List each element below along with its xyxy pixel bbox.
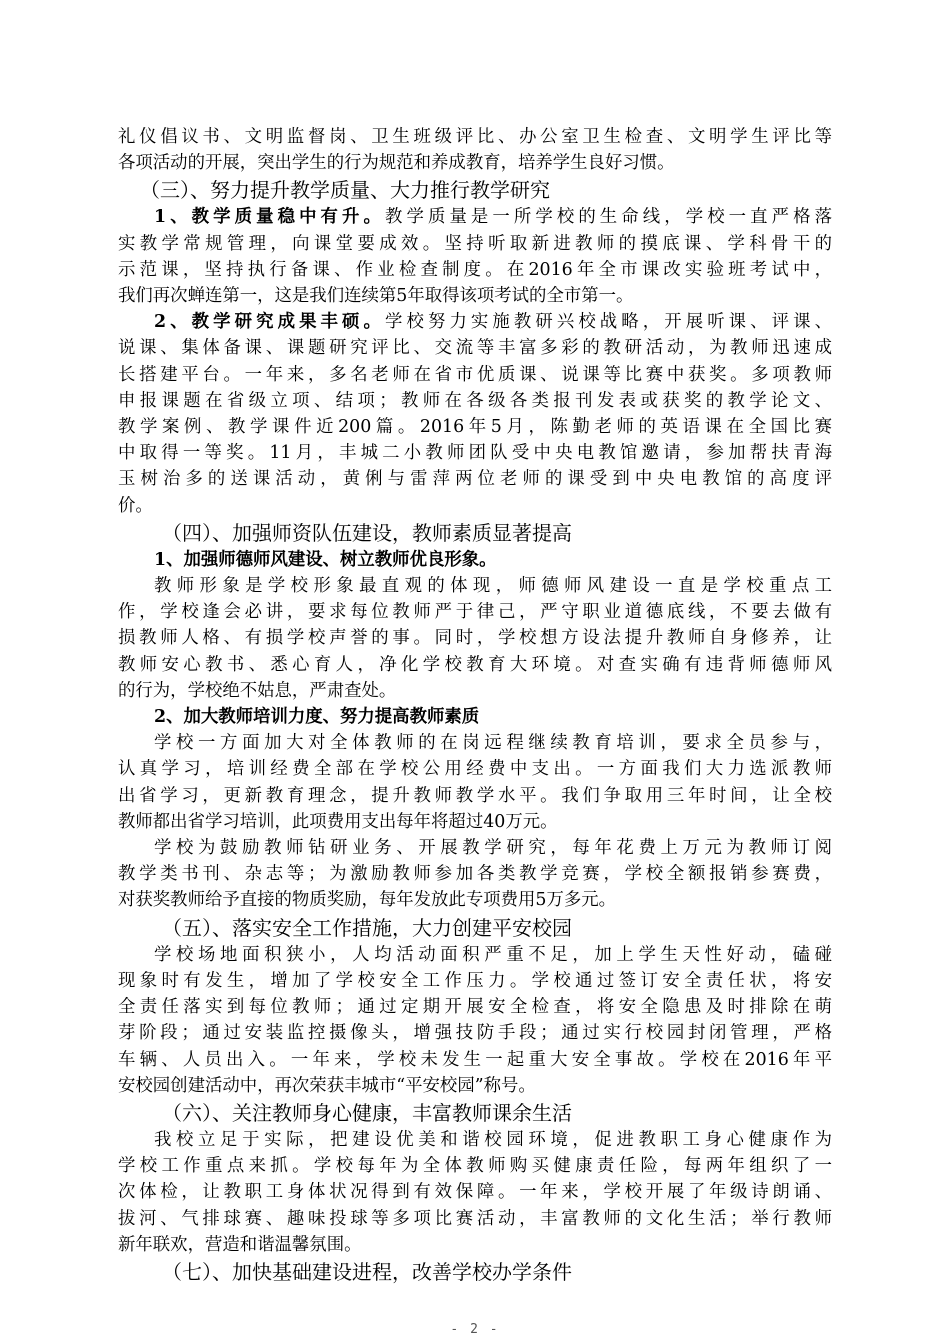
text-line: 芽阶段；通过安装监控摄像头，增强技防手段；通过实行校园封闭管理，严格 (118, 1023, 832, 1044)
text-line: 损教师人格、有损学校声誉的事。同时，学校想方设法提升教师自身修养，让 (118, 628, 832, 649)
text-line: 现象时有发生，增加了学校安全工作压力。学校通过签订安全责任状，将安 (118, 970, 832, 991)
text-line: 说课、集体备课、课题研究评比、交流等丰富多彩的教研活动，为教师迅速成 (118, 338, 832, 359)
paragraph-first-line (118, 204, 832, 230)
text-line: 我们再次蝉连第一，这是我们连续第5年取得该项考试的全市第一。 (118, 286, 634, 307)
text-line: 认真学习，培训经费全部在学校公用经费中支出。一方面我们大力选派教师 (118, 759, 832, 780)
text-line: 次体检，让教职工身体状况得到有效保障。一年来，学校开展了年级诗朗诵、 (118, 1182, 832, 1203)
text-line: 学校场地面积狭小，人均活动面积严重不足，加上学生天性好动，磕碰 (154, 944, 832, 965)
text-line: 学校一方面加大对全体教师的在岗远程继续教育培训，要求全员参与， (154, 733, 832, 754)
text-line: 出省学习，更新教育理念，提升教师教学水平。我们争取用三年时间，让全校 (118, 785, 832, 806)
text-line: 教师形象是学校形象最直观的体现，师德师风建设一直是学校重点工 (154, 576, 832, 597)
text-line: 申报课题在省级立项、结项；教师在各级各类报刊发表或获奖的教学论文、 (118, 390, 832, 411)
text-line: 车辆、人员出入。一年来，学校未发生一起重大安全事故。学校在2016年平 (118, 1049, 832, 1070)
text-line: 玉树治多的送课活动，黄俐与雷萍两位老师的课受到中央电教馆的高度评 (118, 469, 832, 490)
text-line: 教学类书刊、杂志等；为激励教师参加各类教学竞赛，学校全额报销参赛费， (118, 864, 832, 885)
text-line: 作，学校逢会必讲，要求每位教师严于律己，严守职业道德底线，不要去做有 (118, 602, 832, 623)
text-line: 拔河、气排球赛、趣味投球等多项比赛活动，丰富教师的文化生活；举行教师 (118, 1208, 832, 1229)
section-heading: （三）、努力提升教学质量、大力推行教学研究 (140, 178, 550, 203)
text-line: 我校立足于实际，把建设优美和谐校园环境，促进教职工身心健康作为 (154, 1129, 832, 1150)
subsection-heading: 1、加强师德师风建设、树立教师优良形象。 (154, 549, 497, 570)
paragraph-lead: 2、教学研究成果丰硕。 (154, 312, 385, 333)
paragraph-first-line (118, 309, 832, 335)
paragraph-text: 教学质量是一所学校的生命线，学校一直严格落 (385, 207, 832, 228)
text-line: 全责任落实到每位教师；通过定期开展安全检查，将安全隐患及时排除在萌 (118, 997, 832, 1018)
text-line: 中取得一等奖。11月，丰城二小教师团队受中央电教馆邀请，参加帮扶青海 (118, 443, 832, 464)
text-line: 教学案例、教学课件近200篇。2016年5月，陈勤老师的英语课在全国比赛 (118, 417, 832, 438)
paragraph-text: 学校努力实施教研兴校战略，开展听课、评课、 (385, 312, 832, 333)
text-line: 对获奖教师给予直接的物质奖励，每年发放此专项费用5万多元。 (118, 890, 617, 911)
text-line: 礼仪倡议书、文明监督岗、卫生班级评比、办公室卫生检查、文明学生评比等 (118, 127, 832, 147)
page-number: - 2 - (450, 1322, 500, 1337)
text-line: 价。 (118, 495, 153, 516)
text-line: 教师安心教书、悉心育人，净化学校教育大环境。对查实确有违背师德师风 (118, 654, 832, 675)
paragraph-lead: 1、教学质量稳中有升。 (154, 207, 385, 228)
text-line: 示范课，坚持执行备课、作业检查制度。在2016年全市课改实验班考试中， (118, 259, 832, 280)
text-line: 的行为，学校绝不姑息，严肃查处。 (118, 680, 397, 701)
text-line: 学校工作重点来抓。学校每年为全体教师购买健康责任险，每两年组织了一 (118, 1156, 832, 1177)
text-line: 实教学常规管理，向课堂要成效。坚持听取新进教师的摸底课、学科骨干的 (118, 233, 832, 254)
text-line: 安校园创建活动中，再次荣获丰城市“平安校园”称号。 (118, 1075, 536, 1096)
text-line: 长搭建平台。一年来，多名老师在省市优质课、说课等比赛中获奖。多项教师 (118, 364, 832, 385)
text-line: 各项活动的开展，突出学生的行为规范和养成教育，培养学生良好习惯。 (118, 153, 675, 174)
text-line: 教师都出省学习培训，此项费用支出每年将超过40万元。 (118, 811, 558, 832)
page-body (118, 124, 832, 1286)
section-heading: （四）、加强师资队伍建设，教师素质显著提高 (162, 520, 572, 545)
section-heading: （七）、加快基础建设进程，改善学校办学条件 (162, 1259, 572, 1284)
subsection-heading: 2、加大教师培训力度、努力提高教师素质 (154, 707, 480, 728)
section-heading: （六）、关注教师身心健康，丰富教师课余生活 (162, 1100, 572, 1125)
section-heading: （五）、落实安全工作措施，大力创建平安校园 (162, 915, 572, 940)
text-line: 新年联欢，营造和谐温馨氛围。 (118, 1234, 362, 1255)
text-line: 学校为鼓励教师钻研业务、开展教学研究，每年花费上万元为教师订阅 (154, 838, 832, 859)
